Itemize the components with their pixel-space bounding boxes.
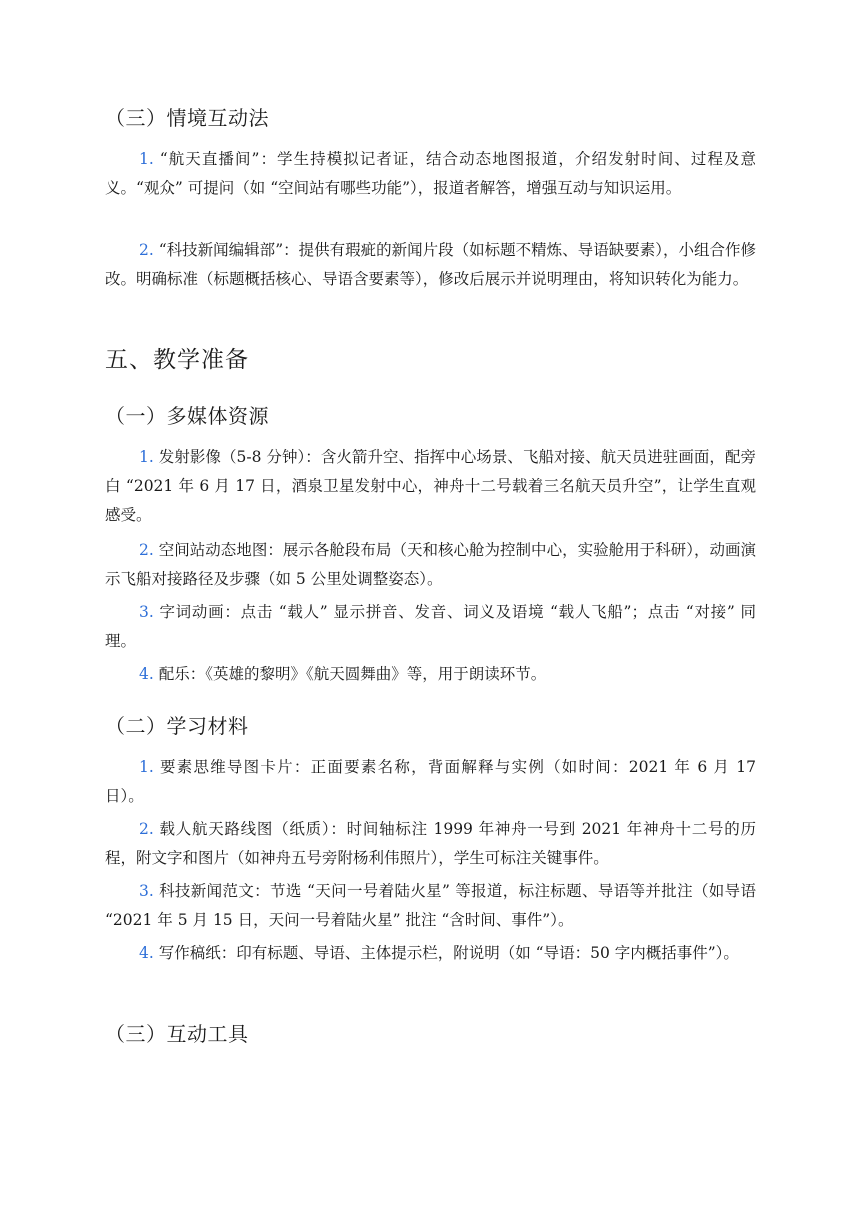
- list-item: [105, 753, 756, 811]
- list-item: [105, 939, 756, 968]
- item-number: 3.: [139, 603, 154, 621]
- item-text: 要素思维导图卡片：正面要素名称，背面解释与实例（如时间：2021 年 6 月 17 日）。: [105, 758, 756, 805]
- item-text: 写作稿纸：印有标题、导语、主体提示栏，附说明（如 “导语：50 字内概括事件”）。: [158, 944, 739, 962]
- item-text: 载人航天路线图（纸质）：时间轴标注 1999 年神舟一号到 2021 年神舟十二号的历程，附文字和图片（如神舟五号旁附杨利伟照片），学生可标注关键事件。: [105, 820, 756, 867]
- list-item: [105, 236, 756, 294]
- list-item: [105, 145, 756, 203]
- list-item: [105, 877, 756, 935]
- section-heading-interactive-tools: （三）互动工具: [105, 1022, 249, 1046]
- section-heading-situational-interaction: （三）情境互动法: [105, 106, 269, 130]
- item-number: 1.: [139, 448, 154, 466]
- item-text: 空间站动态地图：展示各舱段布局（天和核心舱为控制中心，实验舱用于科研），动画演示飞船对接路径及步骤（如 5 公里处调整姿态）。: [105, 541, 756, 588]
- item-number: 3.: [139, 882, 154, 900]
- list-item: [105, 660, 756, 689]
- chapter-heading-teaching-preparation: 五、教学准备: [105, 347, 249, 373]
- item-number: 4.: [139, 665, 154, 683]
- list-item: [105, 443, 756, 530]
- item-text: 发射影像（5-8 分钟）：含火箭升空、指挥中心场景、飞船对接、航天员进驻画面，配旁白 “2021 年 6 月 17 日，酒泉卫星发射中心，神舟十二号载着三名航天员升空”，让学生直观感受。: [105, 448, 757, 524]
- section-heading-multimedia: （一）多媒体资源: [105, 404, 269, 428]
- item-number: 2.: [139, 241, 154, 259]
- section-heading-learning-materials: （二）学习材料: [105, 714, 249, 738]
- item-text: “航天直播间”：学生持模拟记者证，结合动态地图报道，介绍发射时间、过程及意义。“观众” 可提问（如 “空间站有哪些功能”），报道者解答，增强互动与知识运用。: [105, 150, 756, 197]
- item-number: 2.: [139, 541, 154, 559]
- item-number: 1.: [139, 150, 154, 168]
- item-number: 1.: [139, 758, 154, 776]
- item-text: 配乐：《英雄的黎明》《航天圆舞曲》等，用于朗读环节。: [158, 665, 547, 683]
- item-number: 2.: [139, 820, 154, 838]
- item-text: 科技新闻范文：节选 “天问一号着陆火星” 等报道，标注标题、导语等并批注（如导语 “2021 年 5 月 15 日，天问一号着陆火星” 批注 “含时间、事件”）。: [105, 882, 756, 929]
- list-item: [105, 815, 756, 873]
- item-number: 4.: [139, 944, 154, 962]
- list-item: [105, 536, 756, 594]
- list-item: [105, 598, 756, 656]
- item-text: 字词动画：点击 “载人” 显示拼音、发音、词义及语境 “载人飞船”；点击 “对接” 同理。: [105, 603, 756, 650]
- item-text: “科技新闻编辑部”：提供有瑕疵的新闻片段（如标题不精炼、导语缺要素），小组合作修改。明确标准（标题概括核心、导语含要素等），修改后展示并说明理由，将知识转化为能力。: [105, 241, 756, 288]
